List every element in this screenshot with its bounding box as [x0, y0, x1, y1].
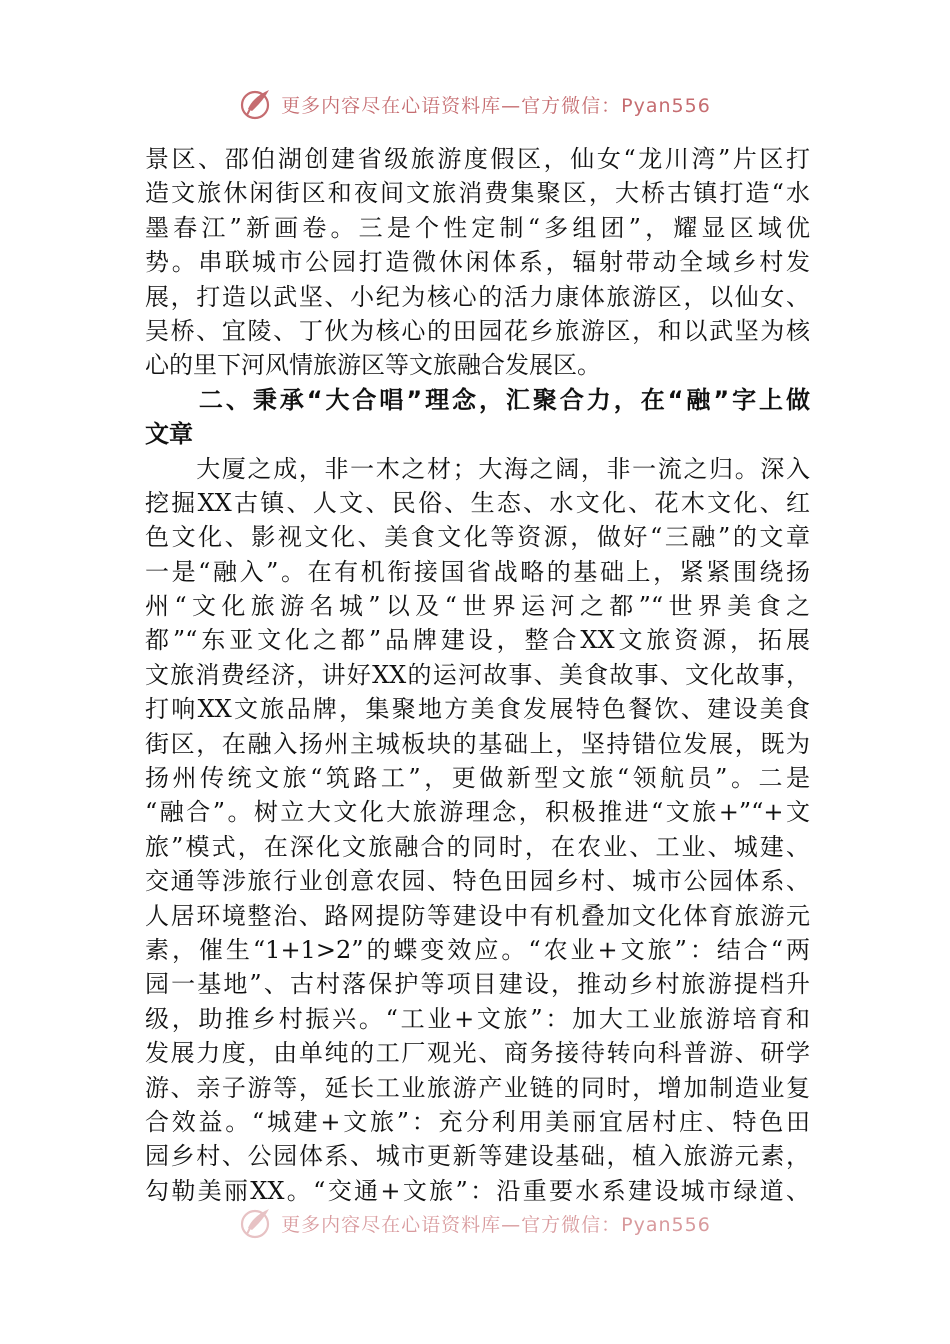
watermark-footer	[0, 1203, 950, 1243]
section-heading-line: 文章	[145, 420, 193, 449]
paragraph-line: 街区，在融入扬州主城板块的基础上，坚持错位发展，既为	[145, 729, 810, 758]
paragraph-line: 挖掘XX古镇、人文、民俗、生态、水文化、花木文化、红	[145, 488, 810, 517]
paragraph-line: 旅”模式，在深化文旅融合的同时，在农业、工业、城建、	[145, 832, 810, 861]
watermark-header	[0, 84, 950, 124]
paragraph-line: 合效益。“城建+文旅”：充分利用美丽宜居村庄、特色田	[145, 1107, 810, 1136]
paragraph-line: 素，催生“1+1>2”的蝶变效应。“农业+文旅”：结合“两	[145, 935, 810, 964]
paragraph-line: 交通等涉旅行业创意农园、特色田园乡村、城市公园体系、	[145, 867, 810, 896]
quill-logo-icon	[239, 87, 275, 121]
paragraph-line: 都”“东亚文化之都”品牌建设，整合XX文旅资源，拓展	[145, 626, 810, 655]
paragraph-line: 吴桥、宜陵、丁伙为核心的田园花乡旅游区，和以武坚为核	[145, 316, 810, 345]
document-body	[145, 142, 810, 1208]
paragraph-line: 墨春江”新画卷。三是个性定制“多组团”，耀显区域优	[145, 213, 810, 242]
section-heading-line: 二、秉承“大合唱”理念，汇聚合力，在“融”字上做	[145, 385, 810, 414]
paragraph-line: 展，打造以武坚、小纪为核心的活力康体旅游区，以仙女、	[145, 282, 810, 311]
paragraph-line: “融合”。树立大文化大旅游理念，积极推进“文旅+”“+文	[145, 798, 810, 827]
paragraph-line: 园乡村、公园体系、城市更新等建设基础，植入旅游元素，	[145, 1142, 810, 1171]
paragraph-line: 扬州传统文旅“筑路工”，更做新型文旅“领航员”。二是	[145, 764, 810, 793]
paragraph-line: 景区、邵伯湖创建省级旅游度假区，仙女“龙川湾”片区打	[145, 145, 810, 173]
paragraph-line: 人居环境整治、路网提防等建设中有机叠加文化体育旅游元	[145, 901, 810, 930]
paragraph-line: 色文化、影视文化、美食文化等资源，做好“三融”的文章	[145, 523, 810, 552]
watermark-text: 更多内容尽在心语资料库—官方微信：Pyan556	[281, 1213, 711, 1236]
watermark-text: 更多内容尽在心语资料库—官方微信：Pyan556	[281, 94, 711, 117]
paragraph-line: 游、亲子游等，延长工业旅游产业链的同时，增加制造业复	[145, 1073, 810, 1102]
paragraph-line: 发展力度，由单纯的工厂观光、商务接待转向科普游、研学	[145, 1039, 810, 1068]
paragraph-line: 勾勒美丽XX。“交通+文旅”：沿重要水系建设城市绿道、	[145, 1176, 810, 1205]
quill-logo-icon	[239, 1206, 275, 1240]
paragraph-line: 造文旅休闲街区和夜间文旅消费集聚区，大桥古镇打造“水	[145, 179, 810, 208]
paragraph-line: 大厦之成，非一木之材；大海之阔，非一流之归。深入	[145, 454, 810, 483]
paragraph-line: 一是“融入”。在有机衔接国省战略的基础上，紧紧围绕扬	[145, 557, 810, 586]
paragraph-line: 打响XX文旅品牌，集聚地方美食发展特色餐饮、建设美食	[145, 695, 810, 724]
paragraph-line: 文旅消费经济，讲好XX的运河故事、美食故事、文化故事，	[145, 660, 810, 689]
paragraph-line: 园一基地”、古村落保护等项目建设，推动乡村旅游提档升	[145, 970, 810, 999]
paragraph-line: 势。串联城市公园打造微休闲体系，辐射带动全域乡村发	[145, 248, 810, 277]
paragraph-line: 级，助推乡村振兴。“工业+文旅”：加大工业旅游培育和	[145, 1004, 810, 1033]
paragraph-line: 州“文化旅游名城”以及“世界运河之都”“世界美食之	[145, 592, 810, 621]
paragraph-line: 心的里下河风情旅游区等文旅融合发展区。	[145, 351, 601, 380]
